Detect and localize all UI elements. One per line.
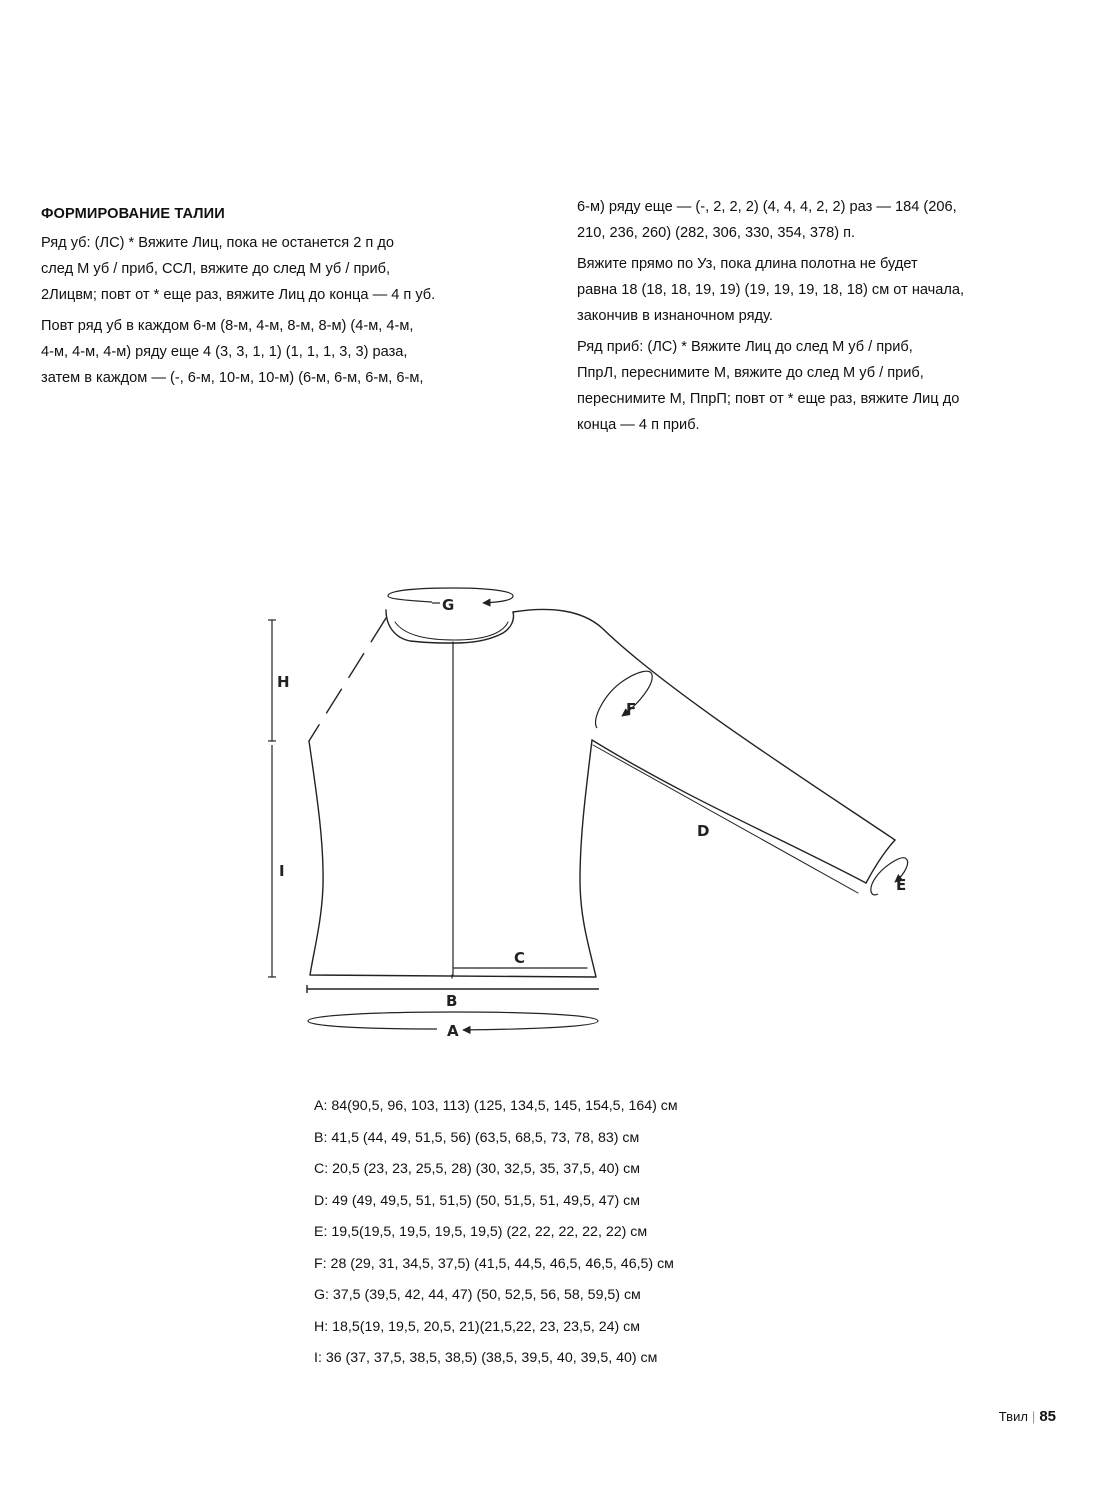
label-d: D	[697, 822, 710, 840]
label-i: I	[279, 862, 285, 880]
text-line: Вяжите прямо по Уз, пока длина полотна не будет	[577, 256, 918, 272]
text-line: 2Лицвм; повт от * еще раз, вяжите Лиц до конца — 4 п уб.	[41, 287, 436, 303]
measurement-h: H: 18,5(19, 19,5, 20,5, 21)(21,5,22, 23, 23,5, 24) см	[314, 1318, 641, 1335]
text-line: Ряд уб: (ЛС) * Вяжите Лиц, пока не останется 2 п до	[41, 235, 394, 251]
height-measurement-lines	[268, 620, 276, 977]
text-line: 6-м) ряду еще — (-, 2, 2, 2) (4, 4, 4, 2, 2) раз — 184 (206,	[577, 199, 957, 215]
label-a: A	[447, 1022, 459, 1040]
label-h: H	[277, 673, 290, 691]
magazine-name: Твил	[998, 1409, 1028, 1424]
text-line: равна 18 (18, 18, 19, 19) (19, 19, 19, 18, 18) см от начала,	[577, 282, 965, 298]
text-line: 4-м, 4-м, 4-м) ряду еще 4 (3, 3, 1, 1) (1, 1, 1, 3, 3) раза,	[41, 344, 408, 360]
arm-circumference-arrow	[596, 671, 653, 728]
measurement-i: I: 36 (37, 37,5, 38,5, 38,5) (38,5, 39,5, 40, 39,5, 40) см	[314, 1350, 658, 1366]
measurements-list	[314, 1093, 678, 1377]
footer-separator: |	[1031, 1409, 1036, 1424]
text-line: конца — 4 п приб.	[577, 417, 700, 433]
measurement-c: C: 20,5 (23, 23, 25,5, 28) (30, 32,5, 35, 37,5, 40) см	[314, 1161, 641, 1177]
label-f: F	[626, 700, 637, 718]
label-b: B	[446, 992, 458, 1010]
measurement-e: E: 19,5(19,5, 19,5, 19,5, 19,5) (22, 22, 22, 22, 22) см	[314, 1224, 648, 1240]
text-line: след М уб / приб, ССЛ, вяжите до след М уб / приб,	[41, 261, 391, 277]
text-line: Ряд приб: (ЛС) * Вяжите Лиц до след М уб / приб,	[577, 339, 913, 355]
text-line: переснимите М, ПпрП; повт от * еще раз, вяжите Лиц до	[577, 391, 960, 407]
page-footer	[999, 1408, 1056, 1425]
label-c: C	[514, 949, 526, 967]
text-line: закончив в изнаночном ряду.	[577, 308, 773, 324]
measurement-d: D: 49 (49, 49,5, 51, 51,5) (50, 51,5, 51, 49,5, 47) см	[314, 1192, 641, 1209]
measurement-f: F: 28 (29, 31, 34,5, 37,5) (41,5, 44,5, 46,5, 46,5, 46,5) см	[314, 1255, 674, 1272]
text-line: ПпрЛ, переснимите М, вяжите до след М уб / приб,	[577, 365, 924, 381]
text-line: Повт ряд уб в каждом 6-м (8-м, 4-м, 8-м, 8-м) (4-м, 4-м,	[41, 318, 414, 334]
label-e: E	[896, 876, 907, 894]
label-g: G	[442, 596, 455, 614]
measurement-b: B: 41,5 (44, 49, 51,5, 56) (63,5, 68,5, 73, 78, 83) см	[314, 1129, 640, 1146]
measurement-a: A: 84(90,5, 96, 103, 113) (125, 134,5, 145, 154,5, 164) см	[314, 1098, 678, 1114]
body-outline	[309, 609, 895, 978]
measurement-g: G: 37,5 (39,5, 42, 44, 47) (50, 52,5, 56, 58, 59,5) см	[314, 1287, 641, 1303]
page-number: 85	[1039, 1408, 1056, 1425]
text-line: затем в каждом — (-, 6-м, 10-м, 10-м) (6-м, 6-м, 6-м, 6-м,	[41, 370, 424, 386]
section-heading: ФОРМИРОВАНИЕ ТАЛИИ	[41, 206, 225, 222]
text-line: 210, 236, 260) (282, 306, 330, 354, 378) п.	[577, 225, 856, 241]
